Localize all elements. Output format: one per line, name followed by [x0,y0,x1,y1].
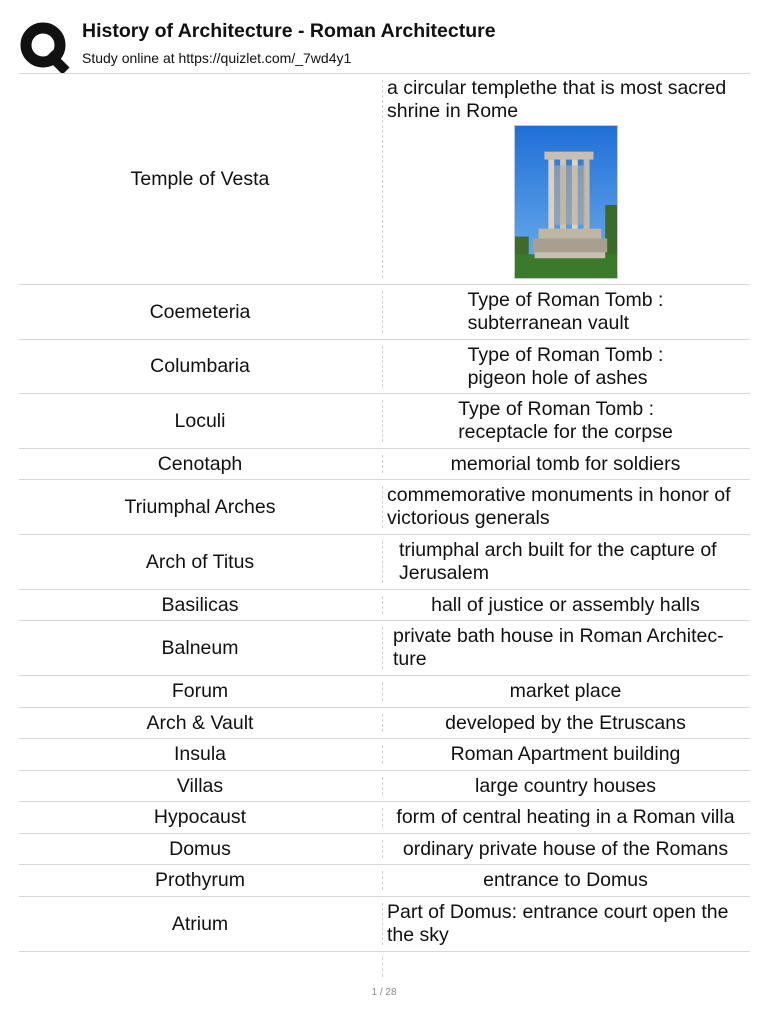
page-number: 1 / 28 [371,987,397,998]
card-term: Triumphal Arches [124,495,276,518]
column-divider [382,541,383,583]
definition-text: private bath house in Roman Architec- ture [393,625,724,670]
column-divider [382,714,383,732]
card-term: Cenotaph [157,452,243,475]
card-definition [385,802,746,833]
card-row [19,449,750,480]
card-definition [385,708,746,738]
column-divider [382,808,383,827]
card-row [19,74,750,285]
card-definition [385,394,746,448]
definition-text: Type of Roman Tomb : receptacle for the corpse [458,398,673,443]
card-row [19,865,750,897]
column-divider [382,840,383,858]
card-row [19,834,750,865]
card-term: Hypocaust [153,806,247,828]
definition-text: Type of Roman Tomb : subterranean vault [467,289,664,334]
card-row [19,590,750,621]
card-term: Atrium [171,912,229,935]
definition-text: commemorative monuments in honor of victorious generals [387,484,731,529]
page-header [0,0,768,74]
column-divider [382,346,383,387]
definition-text: memorial tomb for soldiers [450,452,681,475]
column-divider [382,455,383,473]
card-row [19,285,750,340]
card-row [19,535,750,590]
card-definition [385,285,746,339]
card-term: Prothyrum [155,869,245,891]
column-divider [382,777,383,795]
column-divider [382,627,383,669]
card-definition [385,834,746,864]
definition-text: a circular templethe that is most sacred shrine in Rome [387,77,727,122]
column-divider [382,682,383,701]
card-definition [385,865,746,896]
card-term: Forum [171,680,229,702]
card-row [19,771,750,802]
card-term: Arch of Titus [145,550,255,573]
card-row [19,897,750,952]
definition-text: Type of Roman Tomb : pigeon hole of ashes [467,343,664,389]
column-divider [382,957,383,977]
card-term: Balneum [161,636,239,659]
card-definition [385,771,746,801]
card-row [19,708,750,739]
card-definition [385,676,746,707]
card-term: Columbaria [150,355,250,377]
temple-photo-image [514,125,618,279]
card-definition [385,480,746,534]
card-term: Insula [173,743,227,765]
card-term: Basilicas [161,593,239,616]
card-term: Arch & Vault [146,711,254,734]
definition-text: ordinary private house of the Romans [402,837,729,860]
page-title: History of Architecture - Roman Architecture [82,20,496,42]
definition-text: large country houses [474,774,657,797]
card-term: Temple of Vesta [130,167,270,190]
definition-text: Part of Domus: entrance court open the the sky [387,901,729,946]
definition-text: triumphal arch built for the capture of Jerusalem [399,539,717,584]
card-row [19,676,750,708]
column-divider [382,596,383,614]
column-divider [382,871,383,890]
card-row [19,480,750,535]
definition-text: hall of justice or assembly halls [431,593,700,616]
card-definition [385,590,746,620]
study-link-text: Study online at https://quizlet.com/_7wd4y1 [82,50,352,66]
card-row [19,340,750,394]
column-divider [382,745,383,764]
card-term: Domus [169,837,231,860]
definition-text: form of central heating in a Roman villa [396,806,735,828]
definition-text: developed by the Etruscans [445,711,686,734]
definition-text: entrance to Domus [483,869,648,891]
definition-text: Roman Apartment building [450,743,681,765]
quizlet-logo-icon [19,21,71,73]
card-row [19,802,750,834]
flashcard-table [19,74,750,952]
card-definition [385,340,746,393]
column-divider [382,291,383,333]
card-term: Villas [176,774,224,797]
card-definition [385,74,746,284]
card-row [19,739,750,771]
column-divider [382,903,383,945]
column-divider [382,80,383,278]
card-definition [385,621,746,675]
card-row [19,394,750,449]
card-definition [385,449,746,479]
column-divider [382,486,383,528]
card-definition [385,535,746,589]
card-term: Coemeteria [149,300,251,323]
card-definition [385,897,746,951]
column-divider [382,400,383,442]
card-row [19,621,750,676]
card-definition [385,739,746,770]
card-term: Loculi [174,409,226,432]
definition-text: market place [509,680,622,702]
